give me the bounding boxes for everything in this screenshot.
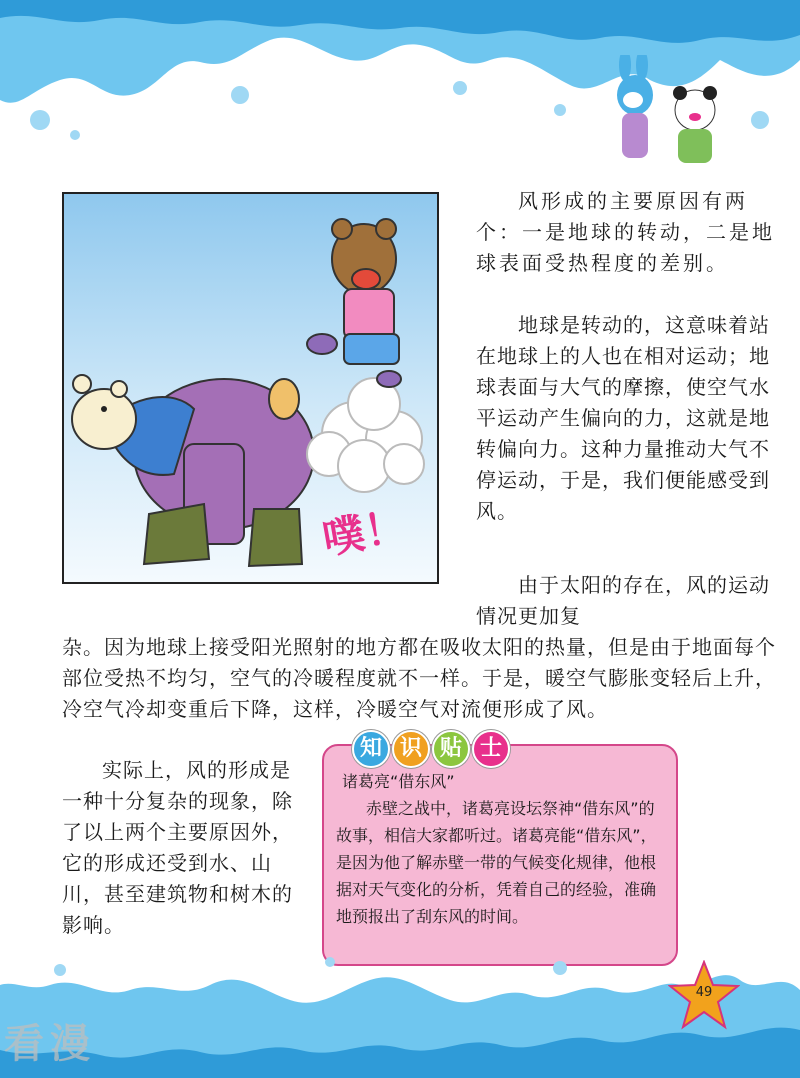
paragraph-earth-rotation: 地球是转动的，这意味着站在地球上的人也在相对运动；地球表面与大气的摩擦，使空气水平运动产生偏向的力，这就是地转偏向力。这种力量推动大气不停运动，于是，我们便能感受到风。: [476, 313, 770, 523]
page-number: 49: [695, 985, 713, 1000]
sound-effect-text: 噗！: [318, 501, 411, 564]
tip-title-char: 贴: [432, 730, 470, 768]
tip-heading: 诸葛亮“借东风”: [342, 772, 455, 791]
tip-title-char: 士: [472, 730, 510, 768]
paragraph-sun-effect-start: 由于太阳的存在，风的运动情况更加复: [476, 573, 770, 628]
paragraph-sun-effect-continued: 杂。因为地球上接受阳光照射的地方都在吸收太阳的热量，但是由于地面每个部位受热不均匀，空气的冷暖程度就不一样。于是，暖空气膨胀变轻后上升，冷空气冷却变重后下降，这样，冷暖空气对流便形成了风。: [62, 635, 776, 721]
tip-body: 赤壁之战中，诸葛亮设坛祭神“借东风”的故事，相信大家都听过。诸葛亮能“借东风”，是因为他了解赤壁一带的气候变化规律，他根据对天气变化的分析，凭着自己的经验，准确地预报出了刮东风的时间。: [336, 799, 657, 926]
paragraph-other-factors: 实际上，风的形成是一种十分复杂的现象，除了以上两个主要原因外，它的形成还受到水、山川，甚至建筑物和树木的影响。: [62, 758, 293, 937]
tip-title-char: 知: [352, 730, 390, 768]
mascot-characters: [600, 55, 760, 175]
paragraph-wind-causes: 风形成的主要原因有两个：一是地球的转动，二是地球表面受热程度的差别。: [476, 189, 775, 275]
watermark: 看漫: [4, 1021, 96, 1067]
knowledge-tip-title: [352, 730, 512, 766]
tip-title-char: 识: [392, 730, 430, 768]
